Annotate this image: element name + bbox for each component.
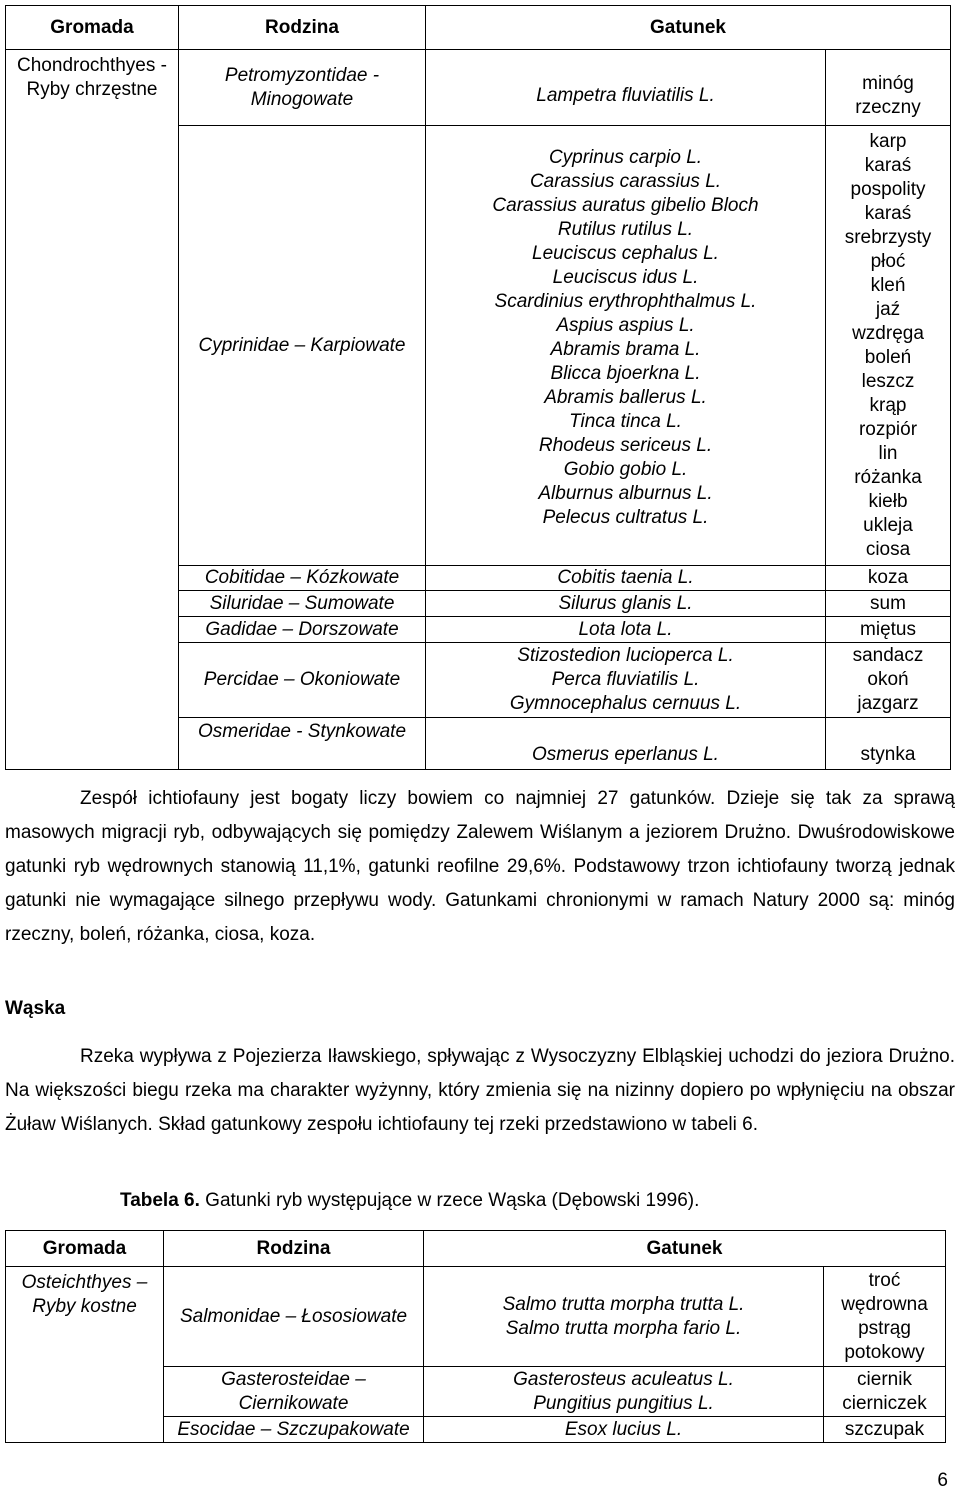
latin-name: Gymnocephalus cernuus L.	[509, 693, 742, 714]
common-name: potokowy	[844, 1341, 925, 1363]
common-list	[826, 126, 951, 566]
rodzina-cell: Petromyzontidae - Minogowate	[179, 50, 426, 126]
common-name: karaś	[864, 155, 912, 176]
latin-cell: Lampetra fluviatilis L.	[426, 50, 826, 126]
latin-name: Pungitius pungitius L.	[533, 1392, 714, 1414]
common-cell: stynka	[826, 718, 951, 770]
latin-name: Pelecus cultratus L.	[542, 507, 709, 528]
latin-name: Aspius aspius L.	[556, 315, 695, 336]
latin-name: Leuciscus cephalus L.	[532, 243, 719, 264]
common-name: kleń	[870, 275, 906, 296]
common-cell: koza	[826, 566, 951, 591]
latin-cell: Osmerus eperlanus L.	[426, 718, 826, 770]
paragraph-ichtiofauna	[5, 782, 955, 952]
latin-name: Abramis ballerus L.	[544, 387, 707, 408]
latin-list	[426, 126, 826, 566]
section-heading: Wąska	[5, 998, 66, 1019]
latin-name: Salmo trutta morpha trutta L.	[502, 1293, 745, 1315]
latin-name: Leuciscus idus L.	[552, 267, 699, 288]
gromada-cell: Chondrochthyes - Ryby chrzęstne	[6, 50, 179, 770]
common-name: kiełb	[868, 491, 908, 512]
latin-name: Blicca bjoerkna L.	[550, 363, 701, 384]
common-name: leszcz	[861, 371, 915, 392]
rodzina-cell: Percidae – Okoniowate	[179, 643, 426, 718]
common-name: sandacz	[852, 645, 924, 666]
common-cell: miętus	[826, 617, 951, 643]
header-rodzina: Rodzina	[179, 6, 426, 50]
common-name: wzdręga	[852, 323, 924, 344]
common-name: pstrąg	[858, 1317, 911, 1339]
rodzina-cell: Gadidae – Dorszowate	[179, 617, 426, 643]
rodzina-cell: Salmonidae – Łososiowate	[164, 1267, 424, 1367]
latin-name: Tinca tinca L.	[569, 411, 682, 432]
common-name: płoć	[870, 251, 906, 272]
fish-table-1	[5, 5, 951, 770]
common-name: ciernik	[857, 1368, 912, 1390]
header-rodzina: Rodzina	[164, 1231, 424, 1267]
rodzina-cell: Cobitidae – Kózkowate	[179, 566, 426, 591]
latin-name: Gasterosteus aculeatus L.	[513, 1368, 734, 1390]
page-number: 6	[937, 1470, 948, 1491]
latin-name: Salmo trutta morpha fario L.	[505, 1317, 742, 1339]
common-name: wędrowna	[841, 1293, 928, 1315]
header-gromada: Gromada	[6, 1231, 164, 1267]
common-cell: sum	[826, 591, 951, 617]
common-name: karaś	[864, 203, 912, 224]
latin-list	[424, 1367, 824, 1417]
common-name: rozpiór	[858, 419, 918, 440]
caption-text: Gatunki ryb występujące w rzece Wąska (Dębowski 1996).	[199, 1190, 700, 1211]
paragraph-waska	[5, 1040, 955, 1142]
latin-list	[424, 1267, 824, 1367]
latin-cell: Silurus glanis L.	[426, 591, 826, 617]
common-name: lin	[878, 443, 898, 464]
common-name: różanka	[854, 467, 922, 488]
latin-name: Alburnus alburnus L.	[538, 483, 713, 504]
rodzina-cell: Osmeridae - Stynkowate	[179, 718, 426, 770]
common-name: boleń	[864, 347, 912, 368]
common-name: krąp	[869, 395, 907, 416]
paragraph-text: Zespół ichtiofauny jest bogaty liczy bowiem co najmniej 27 gatunków. Dzieje się tak za sprawą masowych migracji ryb, odbywających się pomiędzy Zalewem Wiślanym a jeziorem Drużno. Dwuśrodowiskowe gatunki ryb wędrownych stanowią 11,1%, gatunki reofilne 29,6%. Podstawowy trzon ichtiofauny tworzą jednak gatunki nie wymagające silnego przepływu wody. Gatunkami chronionymi w ramach Natury 2000 są: minóg rzeczny, boleń, różanka, ciosa, koza.	[5, 788, 955, 945]
common-name: troć	[868, 1269, 901, 1291]
latin-name: Carassius auratus gibelio Bloch	[492, 195, 759, 216]
latin-cell: Esox lucius L.	[424, 1417, 824, 1443]
common-name: jazgarz	[857, 693, 919, 714]
common-name: srebrzysty	[844, 227, 932, 248]
common-name: cierniczek	[842, 1392, 927, 1414]
gromada-name: Osteichthyes – Ryby kostne	[21, 1272, 148, 1317]
latin-name: Scardinius erythrophthalmus L.	[494, 291, 757, 312]
latin-cell: Lota lota L.	[426, 617, 826, 643]
common-name: ukleja	[863, 515, 913, 536]
latin-name: Perca fluviatilis L.	[551, 669, 700, 690]
rodzina-cell: Cyprinidae – Karpiowate	[179, 126, 426, 566]
common-name: karp	[869, 131, 907, 152]
common-cell: minóg rzeczny	[826, 50, 951, 126]
latin-name: Carassius carassius L.	[529, 171, 722, 192]
common-name: ciosa	[865, 539, 911, 560]
latin-name: Stizostedion lucioperca L.	[517, 645, 734, 666]
fish-table-2	[5, 1230, 946, 1443]
latin-name: Cyprinus carpio L.	[548, 147, 703, 168]
common-list	[826, 643, 951, 718]
latin-name: Rhodeus sericeus L.	[538, 435, 713, 456]
common-cell: szczupak	[824, 1417, 946, 1443]
table-caption	[120, 1190, 699, 1212]
header-gatunek: Gatunek	[424, 1231, 946, 1267]
header-gatunek: Gatunek	[426, 6, 951, 50]
common-name: jaź	[875, 299, 901, 320]
latin-name: Gobio gobio L.	[563, 459, 688, 480]
latin-name: Abramis brama L.	[550, 339, 701, 360]
caption-label: Tabela 6.	[120, 1190, 200, 1211]
latin-cell: Cobitis taenia L.	[426, 566, 826, 591]
common-list	[824, 1367, 946, 1417]
rodzina-cell: Gasterosteidae – Ciernikowate	[164, 1367, 424, 1417]
header-gromada: Gromada	[6, 6, 179, 50]
common-list	[824, 1267, 946, 1367]
rodzina-cell: Esocidae – Szczupakowate	[164, 1417, 424, 1443]
common-name: pospolity	[850, 179, 926, 200]
common-name: okoń	[867, 669, 909, 690]
rodzina-cell: Siluridae – Sumowate	[179, 591, 426, 617]
latin-list	[426, 643, 826, 718]
paragraph-text: Rzeka wypływa z Pojezierza Iławskiego, spływając z Wysoczyzny Elbląskiej uchodzi do jeziora Drużno. Na większości biegu rzeka ma charakter wyżynny, który zmienia się na nizinny dopiero po wpłynięciu na obszar Żuław Wiślanych. Skład gatunkowy zespołu ichtiofauny tej rzeki przedstawiono w tabeli 6.	[5, 1046, 955, 1135]
gromada-cell	[6, 1267, 164, 1443]
latin-name: Rutilus rutilus L.	[557, 219, 694, 240]
